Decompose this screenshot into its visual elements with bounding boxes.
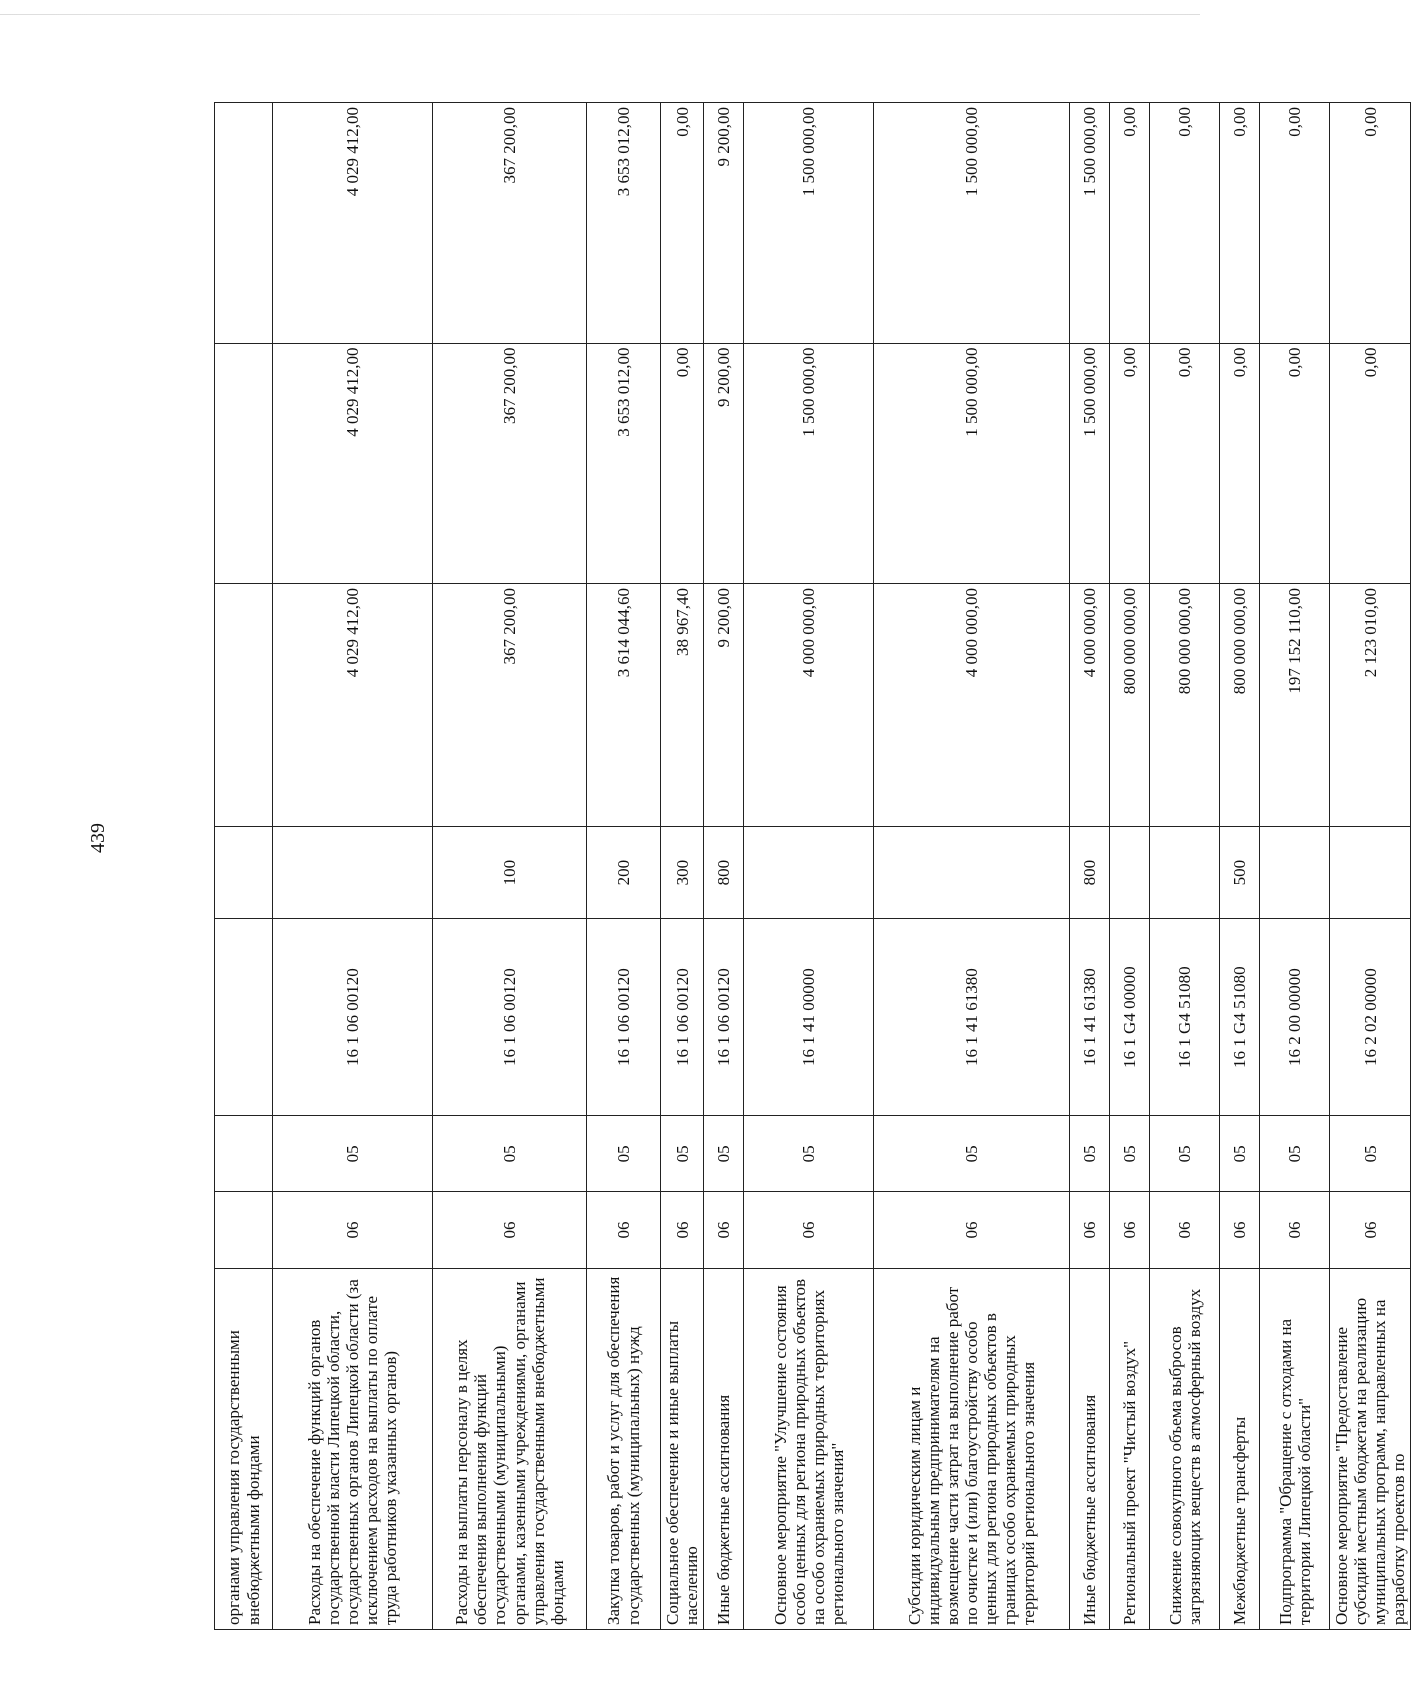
cell-amount-year-3: 1 500 000,00 xyxy=(1070,103,1110,344)
cell-amount-year-3: 0,00 xyxy=(1150,103,1220,344)
cell-amount-year-2: 0,00 xyxy=(1110,343,1150,583)
cell-amount-year-3: 0,00 xyxy=(661,103,704,344)
table-row xyxy=(661,103,704,1630)
cell-amount-year-1: 3 614 044,60 xyxy=(587,584,661,827)
cell-ministry-code: 06 xyxy=(587,1192,661,1268)
cell-expense-type-code xyxy=(1260,827,1330,919)
cell-amount-year-1: 367 200,00 xyxy=(433,584,587,827)
cell-expense-type-code: 100 xyxy=(433,827,587,919)
table-row xyxy=(874,103,1070,1630)
cell-name: органами управления государственными внебюджетными фондами xyxy=(215,1268,273,1629)
cell-section-code: 05 xyxy=(744,1116,874,1192)
cell-amount-year-3: 367 200,00 xyxy=(433,103,587,344)
cell-name: Иные бюджетные ассигнования xyxy=(1070,1268,1110,1629)
cell-amount-year-1: 800 000 000,00 xyxy=(1220,584,1260,827)
cell-section-code: 05 xyxy=(1220,1116,1260,1192)
budget-table-rotated xyxy=(214,102,1409,1630)
cell-amount-year-3: 0,00 xyxy=(1220,103,1260,344)
cell-amount-year-2: 9 200,00 xyxy=(704,343,744,583)
table-row xyxy=(215,103,273,1630)
cell-amount-year-3: 1 500 000,00 xyxy=(874,103,1070,344)
cell-expense-type-code: 300 xyxy=(661,827,704,919)
cell-ministry-code xyxy=(215,1192,273,1268)
cell-amount-year-2: 0,00 xyxy=(1220,343,1260,583)
cell-section-code: 05 xyxy=(1110,1116,1150,1192)
cell-expense-type-code xyxy=(1110,827,1150,919)
cell-section-code: 05 xyxy=(704,1116,744,1192)
cell-ministry-code: 06 xyxy=(1260,1192,1330,1268)
cell-amount-year-2: 0,00 xyxy=(661,343,704,583)
cell-amount-year-1: 4 000 000,00 xyxy=(744,584,874,827)
table-row xyxy=(587,103,661,1630)
cell-target-code: 16 2 02 00000 xyxy=(1330,919,1411,1116)
table-row xyxy=(273,103,433,1630)
cell-amount-year-2: 0,00 xyxy=(1150,343,1220,583)
cell-target-code: 16 1 06 00120 xyxy=(273,919,433,1116)
cell-target-code: 16 1 G4 00000 xyxy=(1110,919,1150,1116)
cell-target-code: 16 2 00 00000 xyxy=(1260,919,1330,1116)
cell-amount-year-3: 0,00 xyxy=(1330,103,1411,344)
cell-amount-year-1: 9 200,00 xyxy=(704,584,744,827)
cell-expense-type-code: 800 xyxy=(704,827,744,919)
cell-section-code: 05 xyxy=(1070,1116,1110,1192)
cell-target-code xyxy=(215,919,273,1116)
table-row xyxy=(1110,103,1150,1630)
cell-ministry-code: 06 xyxy=(744,1192,874,1268)
cell-name: Иные бюджетные ассигнования xyxy=(704,1268,744,1629)
table-row xyxy=(433,103,587,1630)
cell-target-code: 16 1 G4 51080 xyxy=(1150,919,1220,1116)
cell-name: Снижение совокупного объема выбросов загрязняющих веществ в атмосферный воздух xyxy=(1150,1268,1220,1629)
cell-amount-year-3: 4 029 412,00 xyxy=(273,103,433,344)
cell-expense-type-code: 500 xyxy=(1220,827,1260,919)
cell-amount-year-2: 367 200,00 xyxy=(433,343,587,583)
cell-amount-year-3: 0,00 xyxy=(1260,103,1330,344)
cell-target-code: 16 1 41 00000 xyxy=(744,919,874,1116)
cell-section-code: 05 xyxy=(661,1116,704,1192)
cell-section-code xyxy=(215,1116,273,1192)
cell-amount-year-2: 3 653 012,00 xyxy=(587,343,661,583)
cell-expense-type-code xyxy=(1330,827,1411,919)
cell-target-code: 16 1 06 00120 xyxy=(661,919,704,1116)
cell-expense-type-code xyxy=(273,827,433,919)
cell-expense-type-code: 800 xyxy=(1070,827,1110,919)
table-row xyxy=(704,103,744,1630)
cell-ministry-code: 06 xyxy=(661,1192,704,1268)
cell-expense-type-code xyxy=(215,827,273,919)
cell-name: Подпрограмма "Обращение с отходами на территории Липецкой области" xyxy=(1260,1268,1330,1629)
cell-name: Расходы на выплаты персоналу в целях обеспечения выполнения функций государственными (муниципальными) органами, казенными учреждениями, органами управления государственными внебюджетными фондами xyxy=(433,1268,587,1629)
cell-ministry-code: 06 xyxy=(273,1192,433,1268)
cell-amount-year-3: 0,00 xyxy=(1110,103,1150,344)
cell-section-code: 05 xyxy=(1330,1116,1411,1192)
cell-ministry-code: 06 xyxy=(704,1192,744,1268)
cell-target-code: 16 1 41 61380 xyxy=(874,919,1070,1116)
cell-section-code: 05 xyxy=(433,1116,587,1192)
cell-name: Основное мероприятие "Улучшение состояния особо ценных для региона природных объектов на особо охраняемых природных территориях регионального значения" xyxy=(744,1268,874,1629)
table-row xyxy=(1070,103,1110,1630)
cell-amount-year-1: 38 967,40 xyxy=(661,584,704,827)
cell-amount-year-1: 2 123 010,00 xyxy=(1330,584,1411,827)
cell-ministry-code: 06 xyxy=(874,1192,1070,1268)
cell-ministry-code: 06 xyxy=(1070,1192,1110,1268)
cell-amount-year-1: 4 000 000,00 xyxy=(874,584,1070,827)
budget-table xyxy=(214,102,1411,1630)
cell-expense-type-code xyxy=(874,827,1070,919)
cell-amount-year-2: 0,00 xyxy=(1260,343,1330,583)
cell-amount-year-1: 800 000 000,00 xyxy=(1150,584,1220,827)
table-row xyxy=(1220,103,1260,1630)
cell-amount-year-2: 1 500 000,00 xyxy=(1070,343,1110,583)
cell-name: Социальное обеспечение и иные выплаты населению xyxy=(661,1268,704,1629)
cell-target-code: 16 1 06 00120 xyxy=(587,919,661,1116)
cell-name: Субсидии юридическим лицам и индивидуальным предпринимателям на возмещение части затрат на выполнение работ по очистке и (или) благоустройству особо ценных для региона природных объектов в границах особо охраняемых природных территорий регионального значения xyxy=(874,1268,1070,1629)
cell-amount-year-1: 4 029 412,00 xyxy=(273,584,433,827)
cell-ministry-code: 06 xyxy=(1110,1192,1150,1268)
cell-section-code: 05 xyxy=(1260,1116,1330,1192)
cell-expense-type-code xyxy=(744,827,874,919)
cell-section-code: 05 xyxy=(587,1116,661,1192)
table-row xyxy=(1260,103,1330,1630)
cell-target-code: 16 1 41 61380 xyxy=(1070,919,1110,1116)
cell-amount-year-1 xyxy=(215,584,273,827)
cell-amount-year-3 xyxy=(215,103,273,344)
cell-target-code: 16 1 G4 51080 xyxy=(1220,919,1260,1116)
page-number: 439 xyxy=(87,823,109,853)
cell-target-code: 16 1 06 00120 xyxy=(704,919,744,1116)
cell-name: Расходы на обеспечение функций органов государственной власти Липецкой области, государственных органов Липецкой области (за исключением расходов на выплаты по оплате труда работников указанных органов) xyxy=(273,1268,433,1629)
cell-ministry-code: 06 xyxy=(1220,1192,1260,1268)
table-row xyxy=(744,103,874,1630)
cell-expense-type-code xyxy=(1150,827,1220,919)
scan-edge xyxy=(0,14,1200,15)
cell-amount-year-3: 9 200,00 xyxy=(704,103,744,344)
cell-amount-year-1: 4 000 000,00 xyxy=(1070,584,1110,827)
table-row xyxy=(1330,103,1411,1630)
cell-name: Основное мероприятие "Предоставление субсидий местным бюджетам на реализацию муниципальных программ, направленных на разработку проектов по xyxy=(1330,1268,1411,1629)
cell-ministry-code: 06 xyxy=(1150,1192,1220,1268)
cell-section-code: 05 xyxy=(273,1116,433,1192)
cell-amount-year-3: 1 500 000,00 xyxy=(744,103,874,344)
cell-amount-year-3: 3 653 012,00 xyxy=(587,103,661,344)
cell-amount-year-2: 4 029 412,00 xyxy=(273,343,433,583)
cell-ministry-code: 06 xyxy=(433,1192,587,1268)
cell-name: Закупка товаров, работ и услуг для обеспечения государственных (муниципальных) нужд xyxy=(587,1268,661,1629)
table-row xyxy=(1150,103,1220,1630)
cell-expense-type-code: 200 xyxy=(587,827,661,919)
cell-name: Межбюджетные трансферты xyxy=(1220,1268,1260,1629)
cell-section-code: 05 xyxy=(874,1116,1070,1192)
cell-amount-year-2 xyxy=(215,343,273,583)
cell-name: Региональный проект "Чистый воздух" xyxy=(1110,1268,1150,1629)
cell-amount-year-1: 800 000 000,00 xyxy=(1110,584,1150,827)
cell-ministry-code: 06 xyxy=(1330,1192,1411,1268)
cell-amount-year-1: 197 152 110,00 xyxy=(1260,584,1330,827)
cell-amount-year-2: 1 500 000,00 xyxy=(744,343,874,583)
cell-section-code: 05 xyxy=(1150,1116,1220,1192)
cell-amount-year-2: 1 500 000,00 xyxy=(874,343,1070,583)
budget-table-body xyxy=(215,103,1411,1630)
cell-target-code: 16 1 06 00120 xyxy=(433,919,587,1116)
cell-amount-year-2: 0,00 xyxy=(1330,343,1411,583)
